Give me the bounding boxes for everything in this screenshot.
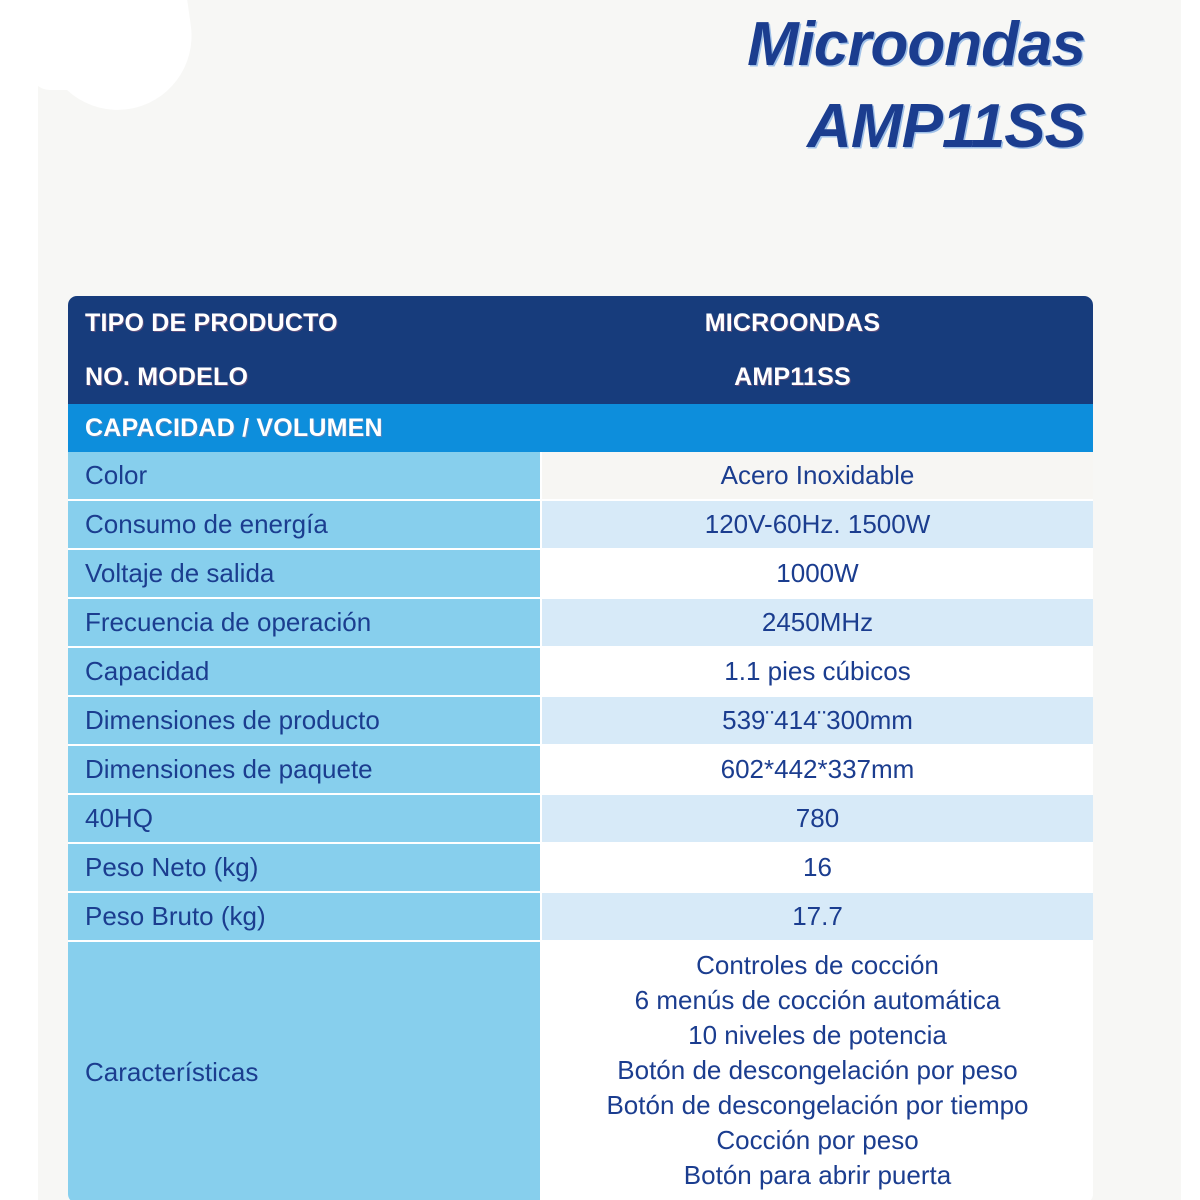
- table-row: [68, 795, 1093, 844]
- table-header-row-model-number: [68, 350, 1093, 404]
- spec-value-40hq: 780: [542, 795, 1093, 844]
- spec-label-product-dimensions: Dimensiones de producto: [68, 697, 542, 746]
- header-value-product-type: MICROONDAS: [704, 308, 881, 337]
- spec-label-40hq: 40HQ: [68, 795, 542, 844]
- spec-label-power-consumption: Consumo de energía: [68, 501, 542, 550]
- spec-label-net-weight: Peso Neto (kg): [68, 844, 542, 893]
- table-row: [68, 452, 1093, 501]
- spec-value-power-consumption: 120V-60Hz. 1500W: [542, 501, 1093, 550]
- table-row-features: [68, 942, 1093, 1200]
- table-header-dark: [68, 296, 1093, 404]
- page-title: [0, 0, 1085, 168]
- spec-value-net-weight: 16: [542, 844, 1093, 893]
- table-row: [68, 893, 1093, 942]
- table-row: [68, 501, 1093, 550]
- spec-value-features: [542, 942, 1093, 1200]
- table-body: [68, 452, 1093, 1200]
- table-section-header-capacity: [68, 404, 1093, 452]
- feature-line: Cocción por peso: [716, 1125, 919, 1155]
- header-label-product-type: TIPO DE PRODUCTO: [85, 308, 338, 337]
- spec-label-operating-frequency: Frecuencia de operación: [68, 599, 542, 648]
- table-row: [68, 746, 1093, 795]
- feature-line: Botón de descongelación por peso: [617, 1055, 1018, 1085]
- spec-label-output-voltage: Voltaje de salida: [68, 550, 542, 599]
- table-row: [68, 550, 1093, 599]
- feature-line: 10 niveles de potencia: [688, 1020, 947, 1050]
- table-header-row-product-type: [68, 296, 1093, 350]
- specifications-table: [68, 296, 1093, 1200]
- feature-line: Botón para abrir puerta: [683, 1160, 952, 1190]
- table-row: [68, 599, 1093, 648]
- page-title-line-2: AMP11SS: [807, 92, 1085, 161]
- page-title-line-1: Microondas: [747, 10, 1085, 79]
- spec-label-package-dimensions: Dimensiones de paquete: [68, 746, 542, 795]
- spec-value-package-dimensions: 602*442*337mm: [542, 746, 1093, 795]
- table-row: [68, 648, 1093, 697]
- spec-label-features: Características: [68, 942, 542, 1200]
- feature-line: Controles de cocción: [696, 950, 939, 980]
- spec-label-gross-weight: Peso Bruto (kg): [68, 893, 542, 942]
- table-row: [68, 844, 1093, 893]
- spec-value-gross-weight: 17.7: [542, 893, 1093, 942]
- spec-label-color: Color: [68, 452, 542, 501]
- spec-value-color: Acero Inoxidable: [542, 452, 1093, 501]
- feature-line: 6 menús de cocción automática: [634, 985, 1001, 1015]
- spec-value-product-dimensions: 539¨414¨300mm: [542, 697, 1093, 746]
- section-header-label: CAPACIDAD / VOLUMEN: [85, 413, 383, 442]
- spec-value-capacity: 1.1 pies cúbicos: [542, 648, 1093, 697]
- spec-label-capacity: Capacidad: [68, 648, 542, 697]
- header-label-model-number: NO. MODELO: [85, 362, 249, 391]
- spec-value-operating-frequency: 2450MHz: [542, 599, 1093, 648]
- table-row: [68, 697, 1093, 746]
- header-value-model-number: AMP11SS: [734, 362, 851, 391]
- spec-value-output-voltage: 1000W: [542, 550, 1093, 599]
- feature-line: Botón de descongelación por tiempo: [606, 1090, 1029, 1120]
